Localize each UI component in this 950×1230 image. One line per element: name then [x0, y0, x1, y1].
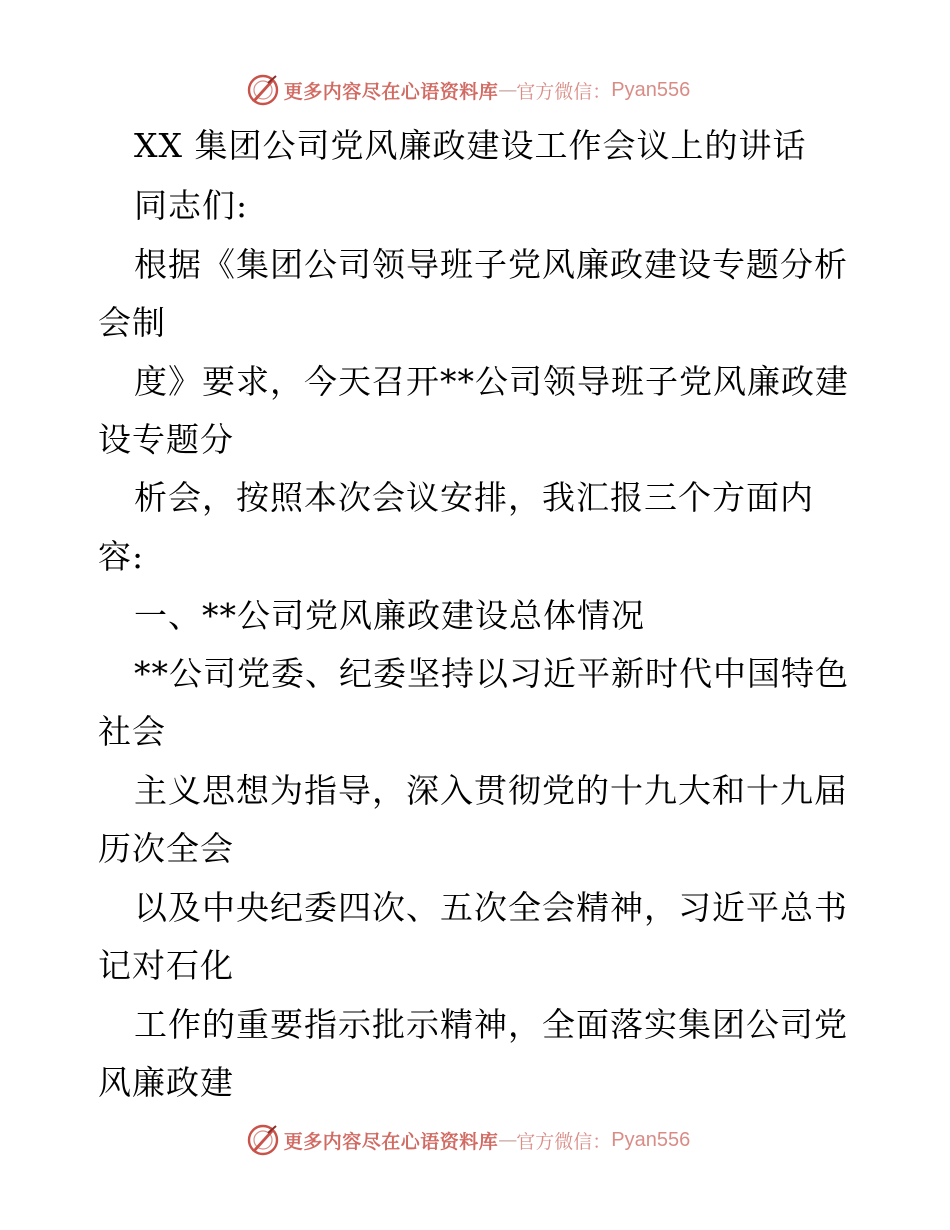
- watermark-banner-top: [0, 70, 950, 110]
- watermark-banner-bottom: [0, 1120, 950, 1160]
- watermark-dash: —: [498, 79, 517, 101]
- paragraph-line: 度》要求，今天召开**公司领导班子党风廉政建: [134, 362, 849, 401]
- paragraph-line: 容:: [98, 537, 145, 576]
- watermark-wechat-id: Pyan556: [611, 1128, 691, 1151]
- watermark-dash: —: [498, 1129, 517, 1151]
- watermark-main-text: 更多内容尽在心语资料库: [283, 80, 499, 103]
- paragraph-line: 社会: [98, 712, 166, 751]
- paragraph-line: 历次全会: [98, 829, 234, 868]
- watermark-wechat-label: 官方微信：: [516, 1130, 612, 1153]
- paragraph-line: 设专题分: [98, 420, 234, 459]
- paragraph-line: **公司党委、纪委坚持以习近平新时代中国特色: [134, 654, 849, 693]
- paragraph-line: 会制: [98, 303, 166, 342]
- watermark-main-text: 更多内容尽在心语资料库: [283, 1130, 499, 1153]
- section-heading: 一、**公司党风廉政建设总体情况: [134, 596, 645, 635]
- quill-logo-icon: [246, 73, 280, 107]
- paragraph-line: 工作的重要指示批示精神，全面落实集团公司党: [134, 1005, 848, 1044]
- paragraph-line: 根据《集团公司领导班子党风廉政建设专题分析: [134, 245, 848, 284]
- paragraph-line: 主义思想为指导，深入贯彻党的十九大和十九届: [134, 771, 848, 810]
- quill-logo-icon: [246, 1123, 280, 1157]
- paragraph-line: 风廉政建: [98, 1063, 234, 1102]
- paragraph-line: 以及中央纪委四次、五次全会精神，习近平总书: [134, 888, 848, 927]
- paragraph-line: 析会，按照本次会议安排，我汇报三个方面内: [134, 478, 814, 517]
- watermark-wechat-id: Pyan556: [611, 78, 691, 101]
- watermark-wechat-label: 官方微信：: [516, 80, 612, 103]
- salutation: 同志们:: [134, 186, 249, 225]
- document-title: XX 集团公司党风廉政建设工作会议上的讲话: [134, 126, 807, 165]
- paragraph-line: 记对石化: [98, 946, 234, 985]
